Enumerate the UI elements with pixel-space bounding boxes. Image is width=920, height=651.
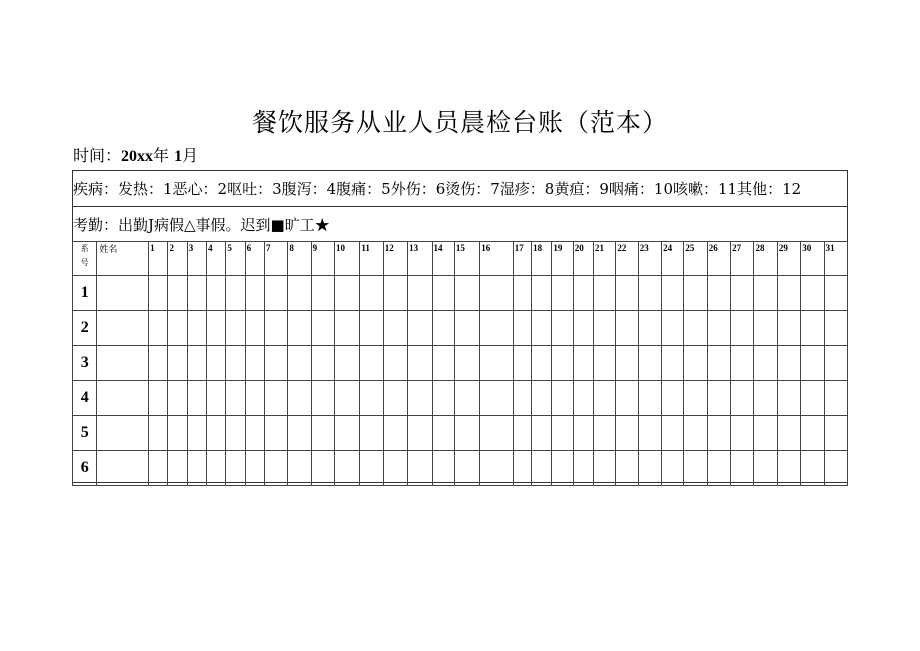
- check-cell[interactable]: [731, 416, 754, 451]
- check-cell[interactable]: [684, 276, 707, 311]
- check-cell[interactable]: [731, 346, 754, 381]
- check-cell[interactable]: [616, 381, 638, 416]
- check-cell[interactable]: [480, 451, 514, 486]
- check-cell[interactable]: [207, 451, 226, 486]
- check-cell[interactable]: [360, 381, 383, 416]
- check-cell[interactable]: [226, 346, 245, 381]
- row-number: 4: [73, 381, 97, 416]
- row-number: 6: [73, 451, 97, 486]
- check-cell[interactable]: [432, 451, 454, 486]
- time-month-suffix: 月: [182, 146, 199, 165]
- check-cell[interactable]: [432, 416, 454, 451]
- day-header: 14: [432, 242, 454, 276]
- check-cell[interactable]: [245, 311, 264, 346]
- check-cell[interactable]: [311, 311, 334, 346]
- check-cell[interactable]: [662, 311, 684, 346]
- row-number: 1: [73, 276, 97, 311]
- check-cell[interactable]: [801, 346, 824, 381]
- row-number: 3: [73, 346, 97, 381]
- check-cell[interactable]: [662, 381, 684, 416]
- check-cell[interactable]: [513, 451, 531, 486]
- check-cell[interactable]: [707, 416, 730, 451]
- name-cell[interactable]: [97, 381, 149, 416]
- check-cell[interactable]: [383, 451, 407, 486]
- day-header: 21: [594, 242, 616, 276]
- check-cell[interactable]: [552, 451, 573, 486]
- check-cell[interactable]: [480, 416, 514, 451]
- check-cell[interactable]: [594, 416, 616, 451]
- check-cell[interactable]: [245, 416, 264, 451]
- check-cell[interactable]: [594, 451, 616, 486]
- check-cell[interactable]: [777, 311, 800, 346]
- time-line: [73, 143, 198, 166]
- time-month: 1: [174, 148, 183, 165]
- day-header: 11: [360, 242, 383, 276]
- check-cell[interactable]: [335, 346, 360, 381]
- day-header: 10: [335, 242, 360, 276]
- check-cell[interactable]: [335, 416, 360, 451]
- check-cell[interactable]: [408, 346, 432, 381]
- check-cell[interactable]: [824, 346, 847, 381]
- check-cell[interactable]: [207, 346, 226, 381]
- check-cell[interactable]: [288, 346, 311, 381]
- check-cell[interactable]: [684, 451, 707, 486]
- check-cell[interactable]: [731, 451, 754, 486]
- check-cell[interactable]: [616, 346, 638, 381]
- day-header: 17: [513, 242, 531, 276]
- check-cell[interactable]: [638, 346, 661, 381]
- check-cell[interactable]: [801, 311, 824, 346]
- check-cell[interactable]: [638, 276, 661, 311]
- check-cell[interactable]: [288, 311, 311, 346]
- check-cell[interactable]: [207, 416, 226, 451]
- day-header: 25: [684, 242, 707, 276]
- table-row: [73, 346, 848, 381]
- check-cell[interactable]: [824, 451, 847, 486]
- check-cell[interactable]: [594, 311, 616, 346]
- check-cell[interactable]: [168, 346, 187, 381]
- day-header: 6: [245, 242, 264, 276]
- check-cell[interactable]: [264, 346, 287, 381]
- seq-header-bottom: 号: [80, 258, 89, 267]
- check-cell[interactable]: [573, 276, 593, 311]
- check-cell[interactable]: [454, 416, 479, 451]
- check-cell[interactable]: [638, 451, 661, 486]
- check-cell[interactable]: [360, 311, 383, 346]
- check-cell[interactable]: [454, 451, 479, 486]
- check-cell[interactable]: [245, 346, 264, 381]
- check-cell[interactable]: [552, 311, 573, 346]
- day-header: 12: [383, 242, 407, 276]
- day-header: 15: [454, 242, 479, 276]
- check-cell[interactable]: [731, 381, 754, 416]
- check-cell[interactable]: [573, 381, 593, 416]
- check-cell[interactable]: [731, 276, 754, 311]
- check-cell[interactable]: [311, 416, 334, 451]
- check-cell[interactable]: [288, 381, 311, 416]
- check-cell[interactable]: [616, 276, 638, 311]
- day-header: 31: [824, 242, 847, 276]
- inspection-table: [72, 241, 848, 486]
- time-year: 20xx: [121, 148, 154, 165]
- check-cell[interactable]: [801, 381, 824, 416]
- check-cell[interactable]: [513, 311, 531, 346]
- check-cell[interactable]: [684, 416, 707, 451]
- day-header: 27: [731, 242, 754, 276]
- check-cell[interactable]: [408, 311, 432, 346]
- check-cell[interactable]: [754, 416, 777, 451]
- check-cell[interactable]: [226, 451, 245, 486]
- day-header: 2: [168, 242, 187, 276]
- check-cell[interactable]: [824, 381, 847, 416]
- check-cell[interactable]: [552, 346, 573, 381]
- check-cell[interactable]: [408, 381, 432, 416]
- check-cell[interactable]: [480, 276, 514, 311]
- check-cell[interactable]: [754, 311, 777, 346]
- check-cell[interactable]: [707, 346, 730, 381]
- check-cell[interactable]: [707, 276, 730, 311]
- check-cell[interactable]: [187, 276, 206, 311]
- check-cell[interactable]: [594, 346, 616, 381]
- day-header: 1: [149, 242, 168, 276]
- check-cell[interactable]: [288, 416, 311, 451]
- check-cell[interactable]: [552, 381, 573, 416]
- check-cell[interactable]: [168, 451, 187, 486]
- check-cell[interactable]: [480, 381, 514, 416]
- check-cell[interactable]: [662, 346, 684, 381]
- check-cell[interactable]: [454, 381, 479, 416]
- check-cell[interactable]: [754, 276, 777, 311]
- check-cell[interactable]: [573, 346, 593, 381]
- check-cell[interactable]: [168, 311, 187, 346]
- check-cell[interactable]: [513, 381, 531, 416]
- check-cell[interactable]: [288, 451, 311, 486]
- check-cell[interactable]: [684, 346, 707, 381]
- check-cell[interactable]: [226, 416, 245, 451]
- name-cell[interactable]: [97, 276, 149, 311]
- day-header: 24: [662, 242, 684, 276]
- day-header: 18: [532, 242, 552, 276]
- check-cell[interactable]: [245, 276, 264, 311]
- day-header: 29: [777, 242, 800, 276]
- day-header: 16: [480, 242, 514, 276]
- check-cell[interactable]: [777, 346, 800, 381]
- check-cell[interactable]: [532, 276, 552, 311]
- page-title: 餐饮服务从业人员晨检台账（范本）: [251, 108, 668, 137]
- check-cell[interactable]: [513, 276, 531, 311]
- table-row: [73, 416, 848, 451]
- check-cell[interactable]: [824, 416, 847, 451]
- check-cell[interactable]: [616, 311, 638, 346]
- check-cell[interactable]: [408, 451, 432, 486]
- day-header: 5: [226, 242, 245, 276]
- check-cell[interactable]: [552, 276, 573, 311]
- check-cell[interactable]: [207, 276, 226, 311]
- check-cell[interactable]: [616, 416, 638, 451]
- check-cell[interactable]: [335, 381, 360, 416]
- check-cell[interactable]: [226, 276, 245, 311]
- divider: [72, 206, 848, 207]
- check-cell[interactable]: [264, 311, 287, 346]
- check-cell[interactable]: [408, 416, 432, 451]
- check-cell[interactable]: [432, 381, 454, 416]
- check-cell[interactable]: [573, 416, 593, 451]
- check-cell[interactable]: [754, 346, 777, 381]
- seq-header: [73, 242, 97, 276]
- check-cell[interactable]: [573, 311, 593, 346]
- day-header: 3: [187, 242, 206, 276]
- check-cell[interactable]: [532, 381, 552, 416]
- check-cell[interactable]: [264, 276, 287, 311]
- check-cell[interactable]: [684, 381, 707, 416]
- day-header: 7: [264, 242, 287, 276]
- check-cell[interactable]: [149, 276, 168, 311]
- check-cell[interactable]: [801, 451, 824, 486]
- check-cell[interactable]: [777, 451, 800, 486]
- check-cell[interactable]: [662, 276, 684, 311]
- check-cell[interactable]: [360, 451, 383, 486]
- check-cell[interactable]: [383, 346, 407, 381]
- check-cell[interactable]: [731, 311, 754, 346]
- check-cell[interactable]: [638, 381, 661, 416]
- day-header: 22: [616, 242, 638, 276]
- check-cell[interactable]: [480, 311, 514, 346]
- check-cell[interactable]: [187, 451, 206, 486]
- table-row: [73, 311, 848, 346]
- day-header: 8: [288, 242, 311, 276]
- check-cell[interactable]: [149, 311, 168, 346]
- check-cell[interactable]: [454, 311, 479, 346]
- check-cell[interactable]: [168, 381, 187, 416]
- check-cell[interactable]: [383, 276, 407, 311]
- check-cell[interactable]: [149, 346, 168, 381]
- check-cell[interactable]: [383, 416, 407, 451]
- check-cell[interactable]: [573, 451, 593, 486]
- time-year-suffix: 年: [153, 146, 170, 165]
- check-cell[interactable]: [168, 416, 187, 451]
- check-cell[interactable]: [311, 346, 334, 381]
- check-cell[interactable]: [824, 311, 847, 346]
- check-cell[interactable]: [662, 416, 684, 451]
- name-cell[interactable]: [97, 451, 149, 486]
- check-cell[interactable]: [801, 416, 824, 451]
- check-cell[interactable]: [513, 346, 531, 381]
- check-cell[interactable]: [168, 276, 187, 311]
- check-cell[interactable]: [777, 276, 800, 311]
- check-cell[interactable]: [187, 311, 206, 346]
- check-cell[interactable]: [454, 346, 479, 381]
- check-cell[interactable]: [226, 311, 245, 346]
- row-number: 5: [73, 416, 97, 451]
- name-cell[interactable]: [97, 346, 149, 381]
- check-cell[interactable]: [335, 311, 360, 346]
- check-cell[interactable]: [532, 346, 552, 381]
- check-cell[interactable]: [754, 451, 777, 486]
- check-cell[interactable]: [311, 381, 334, 416]
- check-cell[interactable]: [801, 276, 824, 311]
- attendance-legend: 考勤：出勤J病假△事假。迟到■旷工★: [73, 216, 330, 234]
- check-cell[interactable]: [454, 276, 479, 311]
- check-cell[interactable]: [824, 276, 847, 311]
- check-cell[interactable]: [245, 451, 264, 486]
- check-cell[interactable]: [754, 381, 777, 416]
- check-cell[interactable]: [245, 381, 264, 416]
- check-cell[interactable]: [383, 311, 407, 346]
- name-header: 姓名: [97, 242, 149, 276]
- check-cell[interactable]: [684, 311, 707, 346]
- check-cell[interactable]: [187, 381, 206, 416]
- time-label: 时间：: [73, 146, 122, 165]
- check-cell[interactable]: [149, 416, 168, 451]
- day-header: 30: [801, 242, 824, 276]
- table-row: [73, 276, 848, 311]
- check-cell[interactable]: [187, 346, 206, 381]
- check-cell[interactable]: [264, 416, 287, 451]
- day-header: 20: [573, 242, 593, 276]
- check-cell[interactable]: [432, 346, 454, 381]
- check-cell[interactable]: [226, 381, 245, 416]
- check-cell[interactable]: [311, 276, 334, 311]
- check-cell[interactable]: [187, 416, 206, 451]
- day-header: 13: [408, 242, 432, 276]
- check-cell[interactable]: [288, 276, 311, 311]
- check-cell[interactable]: [777, 381, 800, 416]
- day-header: 26: [707, 242, 730, 276]
- day-header: 4: [207, 242, 226, 276]
- check-cell[interactable]: [594, 381, 616, 416]
- check-cell[interactable]: [532, 311, 552, 346]
- check-cell[interactable]: [662, 451, 684, 486]
- check-cell[interactable]: [149, 451, 168, 486]
- check-cell[interactable]: [311, 451, 334, 486]
- check-cell[interactable]: [335, 276, 360, 311]
- check-cell[interactable]: [707, 311, 730, 346]
- check-cell[interactable]: [360, 416, 383, 451]
- check-cell[interactable]: [638, 311, 661, 346]
- name-cell[interactable]: [97, 416, 149, 451]
- check-cell[interactable]: [777, 416, 800, 451]
- day-header: 9: [311, 242, 334, 276]
- check-cell[interactable]: [707, 451, 730, 486]
- seq-header-top: 系: [80, 244, 89, 253]
- check-cell[interactable]: [264, 381, 287, 416]
- check-cell[interactable]: [513, 416, 531, 451]
- check-cell[interactable]: [335, 451, 360, 486]
- day-header: 28: [754, 242, 777, 276]
- row-number: 2: [73, 311, 97, 346]
- check-cell[interactable]: [360, 346, 383, 381]
- table-row: [73, 451, 848, 486]
- check-cell[interactable]: [616, 451, 638, 486]
- illness-legend: 疾病：发热：1恶心：2呕吐：3腹泻：4腹痛：5外伤：6烫伤：7湿疹：8黄疸：9咽痛：10咳嗽：11其他：12: [73, 180, 802, 198]
- table-header-row: [73, 242, 848, 276]
- check-cell[interactable]: [532, 451, 552, 486]
- check-cell[interactable]: [207, 311, 226, 346]
- check-cell[interactable]: [552, 416, 573, 451]
- check-cell[interactable]: [532, 416, 552, 451]
- check-cell[interactable]: [707, 381, 730, 416]
- check-cell[interactable]: [594, 276, 616, 311]
- check-cell[interactable]: [264, 451, 287, 486]
- day-header: 19: [552, 242, 573, 276]
- check-cell[interactable]: [408, 276, 432, 311]
- check-cell[interactable]: [432, 311, 454, 346]
- check-cell[interactable]: [207, 381, 226, 416]
- check-cell[interactable]: [149, 381, 168, 416]
- table-row: [73, 381, 848, 416]
- check-cell[interactable]: [638, 416, 661, 451]
- day-header: 23: [638, 242, 661, 276]
- check-cell[interactable]: [432, 276, 454, 311]
- check-cell[interactable]: [480, 346, 514, 381]
- check-cell[interactable]: [360, 276, 383, 311]
- check-cell[interactable]: [383, 381, 407, 416]
- name-cell[interactable]: [97, 311, 149, 346]
